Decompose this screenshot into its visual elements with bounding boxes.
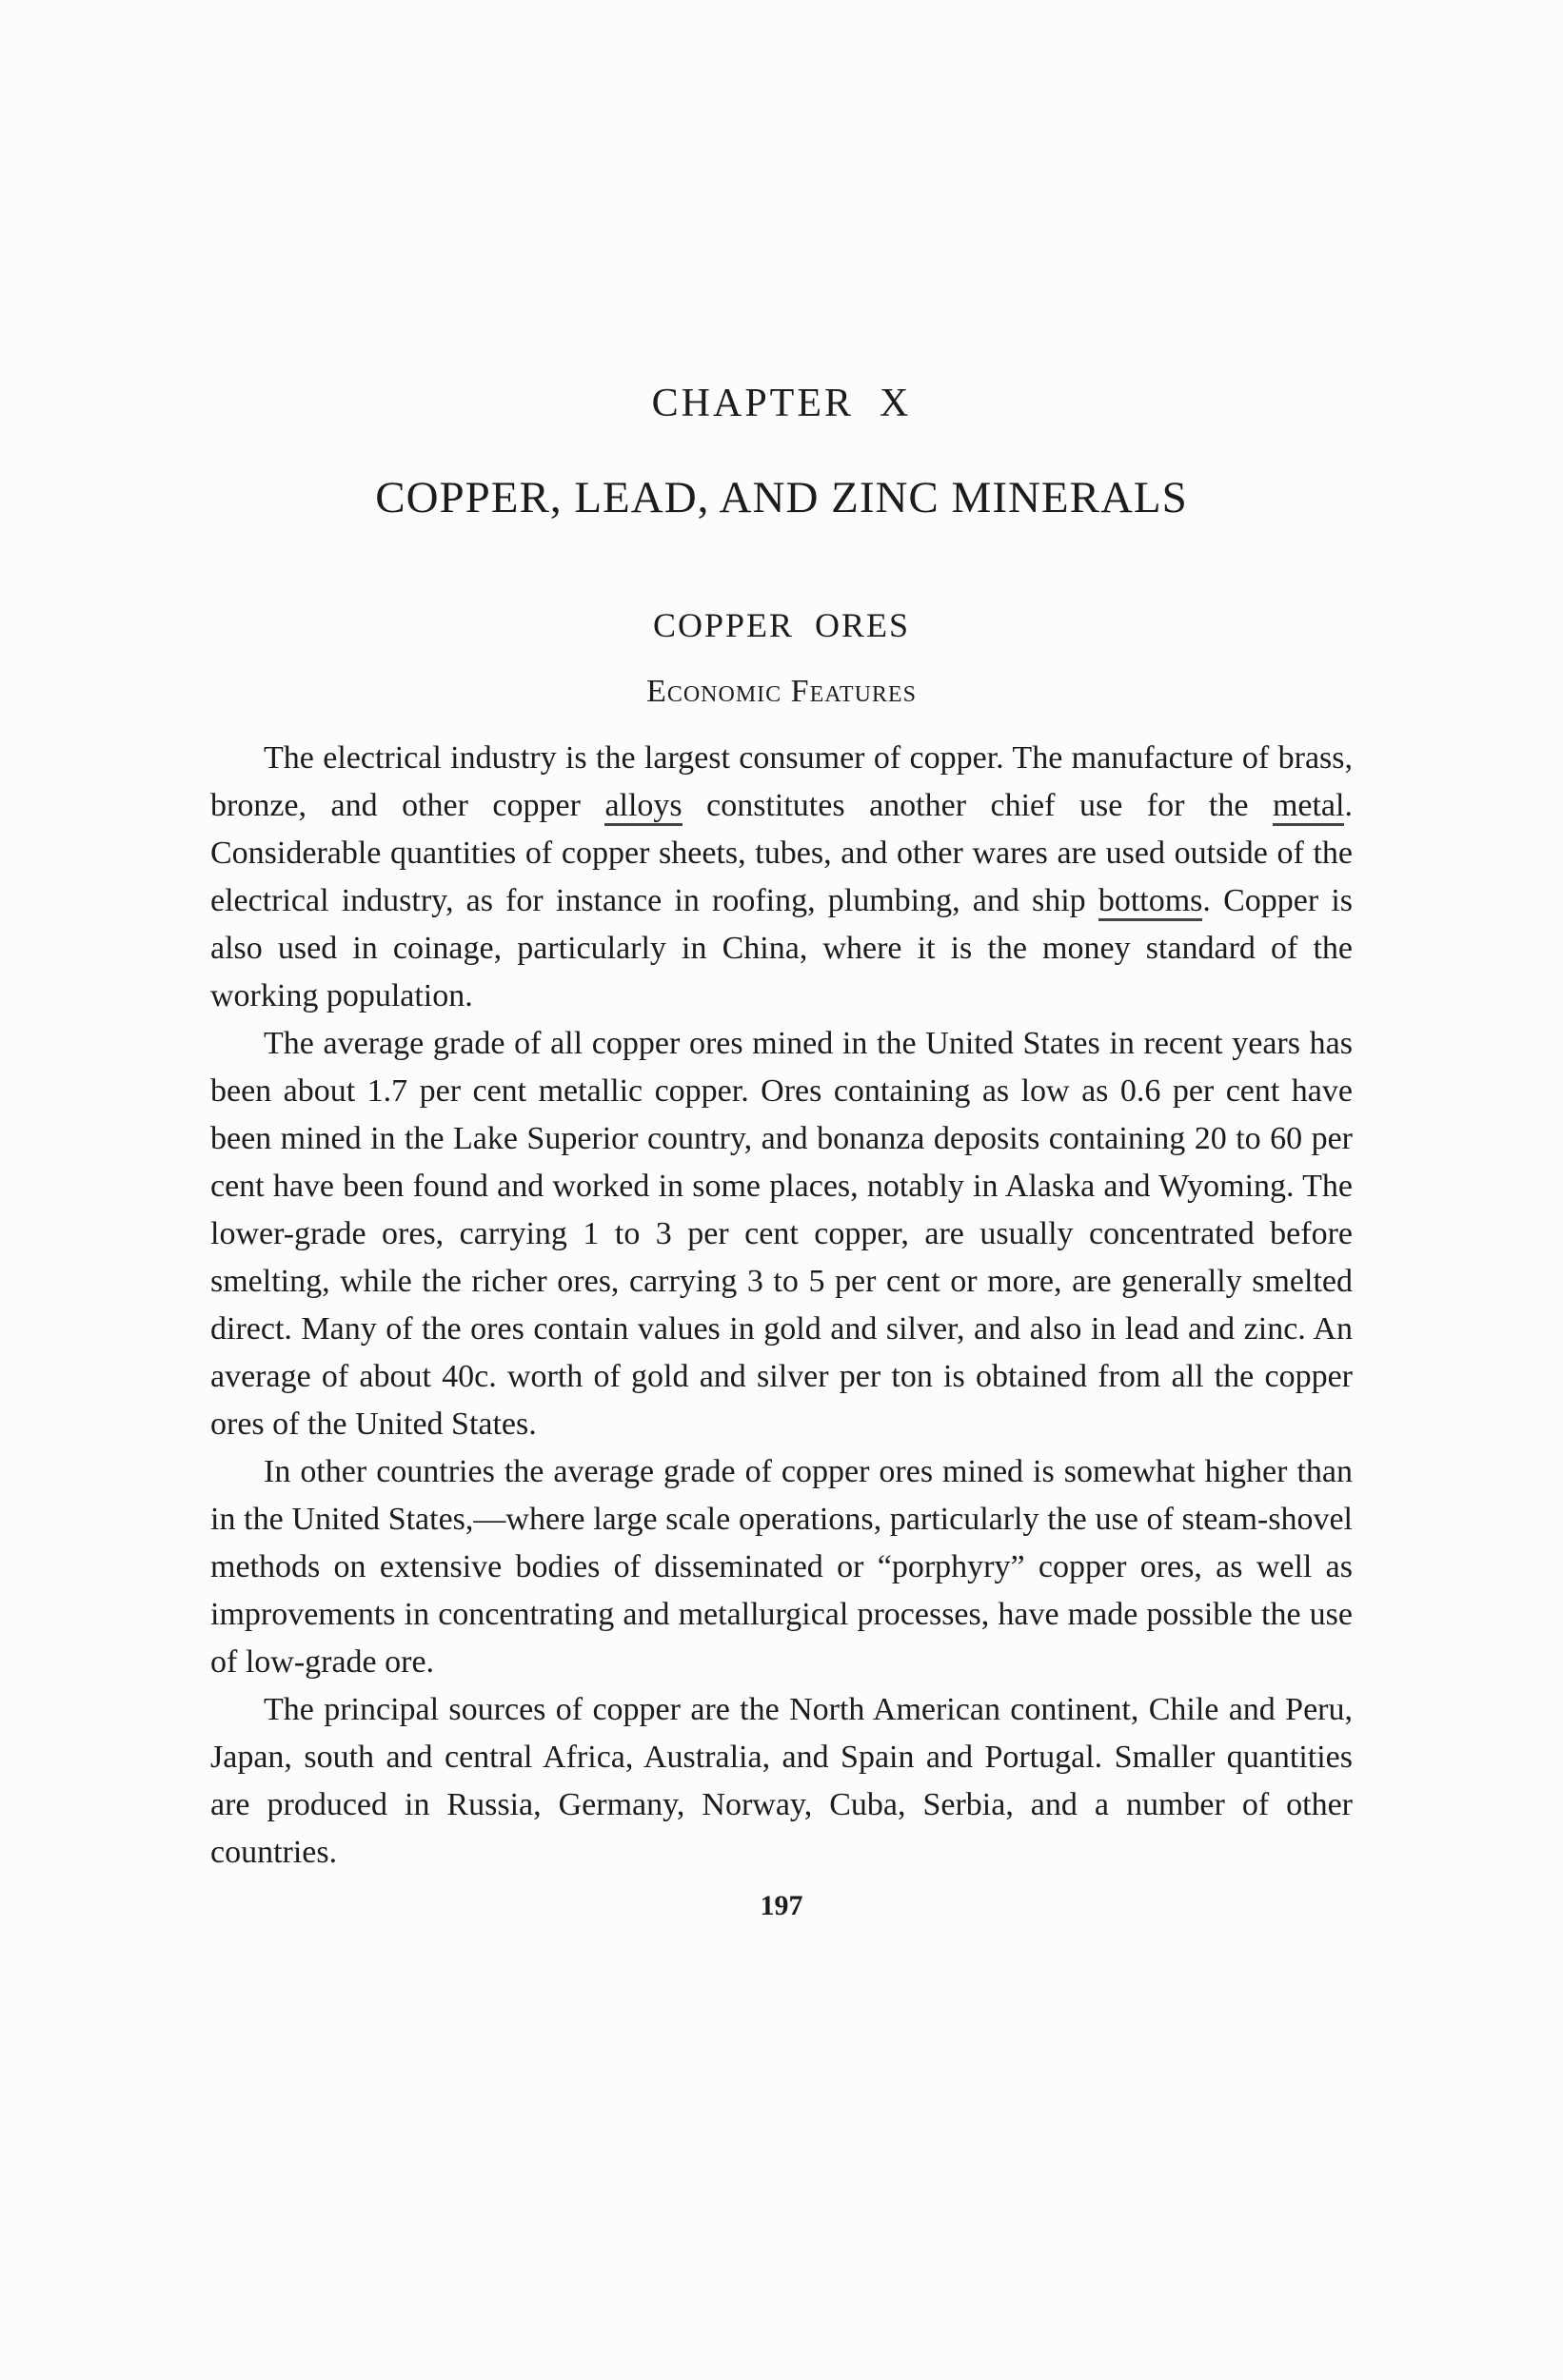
paragraph: The principal sources of copper are the North American continent, Chile and Peru, Japan, south and central Africa, Australia, and Spain and Portugal. Smaller quantities are produced in Russia, Germany, Norway, Cuba, Serbia, and a number of other countries. [210, 1692, 1353, 1870]
chapter-heading: CHAPTER X [651, 382, 912, 425]
page-number: 197 [760, 1890, 803, 1921]
body-text [210, 735, 1353, 1877]
subsection-heading: Economic Features [646, 674, 917, 709]
paragraph: The electrical industry is the largest consumer of copper. The manufacture of brass, bronze, and other copper alloys constitutes another chief use for the metal. Considerable quantities of copper sheets, tubes, and other wares are used outside of the electrical industry, as for instance in roofing, plumbing, and ship bottoms. Copper is also used in coinage, particularly in China, where it is the money standard of the working population. [210, 740, 1353, 1013]
section-heading: COPPER ORES [652, 606, 911, 644]
paragraph: The average grade of all copper ores mined in the United States in recent years has been about 1.7 per cent metallic copper. Ores containing as low as 0.6 per cent have been mined in the Lake Superior country, and bonanza deposits containing 20 to 60 per cent have been found and worked in some places, notably in Alaska and Wyoming. The lower-grade ores, carrying 1 to 3 per cent copper, are usually concentrated before smelting, while the richer ores, carrying 3 to 5 per cent or more, are generally smelted direct. Many of the ores contain values in gold and silver, and also in lead and zinc. An average of about 40c. worth of gold and silver per ton is obtained from all the copper ores of the United States. [210, 1026, 1353, 1442]
paragraph: In other countries the average grade of copper ores mined is somewhat higher than in the United States,—where large scale operations, particularly the use of steam-shovel methods on extensive bodies of disseminated or “porphyry” copper ores, as well as improvements in concentrating and metallurgical processes, have made possible the use of low-grade ore. [210, 1454, 1353, 1680]
page-content [210, 381, 1353, 1922]
page-title: COPPER, LEAD, AND ZINC MINERALS [375, 473, 1188, 522]
